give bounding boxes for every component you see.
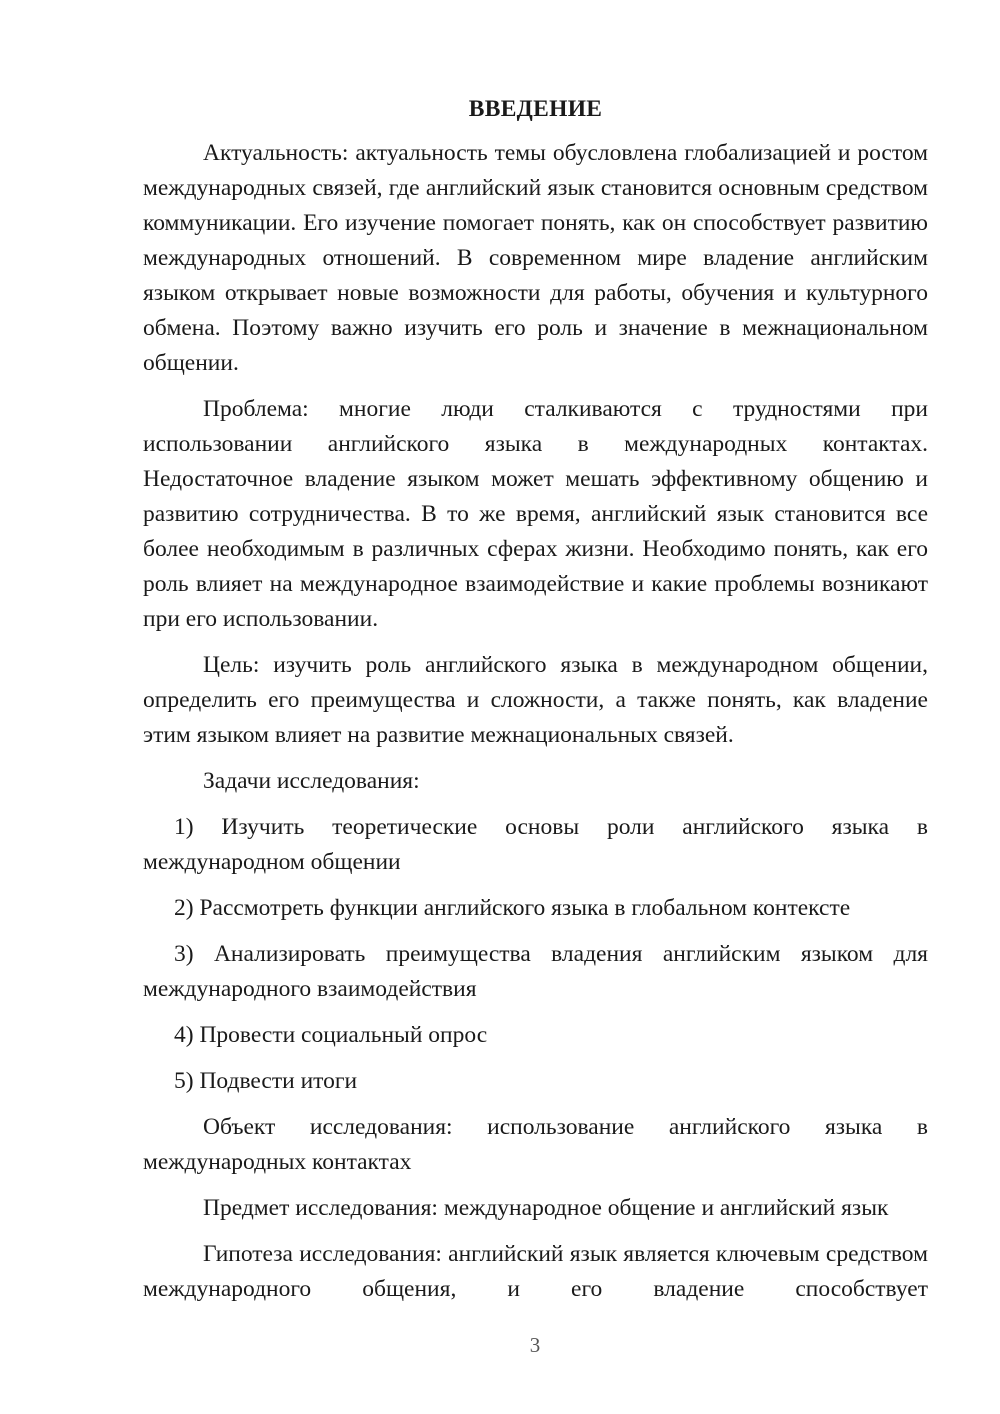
task-item-5: 5) Подвести итоги — [174, 1068, 358, 1094]
problem-paragraph: Проблема: многие люди сталкиваются с трудностями при использовании английского языка в международных контактах. Недостаточное владение языком может мешать эффективному общению и развитию сотрудничества. В то же время, английский язык становится все более необходимым в различных сферах жизни. Необходимо понять, как его роль влияет на международное взаимодействие и какие проблемы возникают при его использовании. — [143, 396, 928, 632]
object-paragraph: Объект исследования: использование английского языка в международных контактах — [143, 1114, 928, 1175]
goal-paragraph: Цель: изучить роль английского языка в международном общении, определить его преимущества и сложности, а также понять, как владение этим языком влияет на развитие межнациональных связей. — [143, 652, 928, 748]
page-number: 3 — [529, 1333, 541, 1357]
task-item-2: 2) Рассмотреть функции английского языка в глобальном контексте — [174, 895, 851, 921]
relevance-paragraph: Актуальность: актуальность темы обусловлена глобализацией и ростом международных связей, где английский язык становится основным средством коммуникации. Его изучение помогает понять, как он способствует развитию международных отношений. В современном мире владение английским языком открывает новые возможности для работы, обучения и культурного обмена. Поэтому важно изучить его роль и значение в межнациональном общении. — [143, 140, 928, 376]
document-body — [143, 92, 928, 1318]
task-item-1: 1) Изучить теоретические основы роли английского языка в международном общении — [143, 814, 928, 875]
tasks-heading: Задачи исследования: — [203, 768, 420, 794]
hypothesis-paragraph: Гипотеза исследования: английский язык является ключевым средством международного общения, и его владение способствует — [143, 1241, 928, 1302]
subject-paragraph: Предмет исследования: международное общение и английский язык — [203, 1195, 889, 1221]
task-item-3: 3) Анализировать преимущества владения английским языком для международного взаимодействия — [143, 941, 928, 1002]
section-title: ВВЕДЕНИЕ — [468, 96, 603, 122]
task-item-4: 4) Провести социальный опрос — [174, 1022, 488, 1048]
